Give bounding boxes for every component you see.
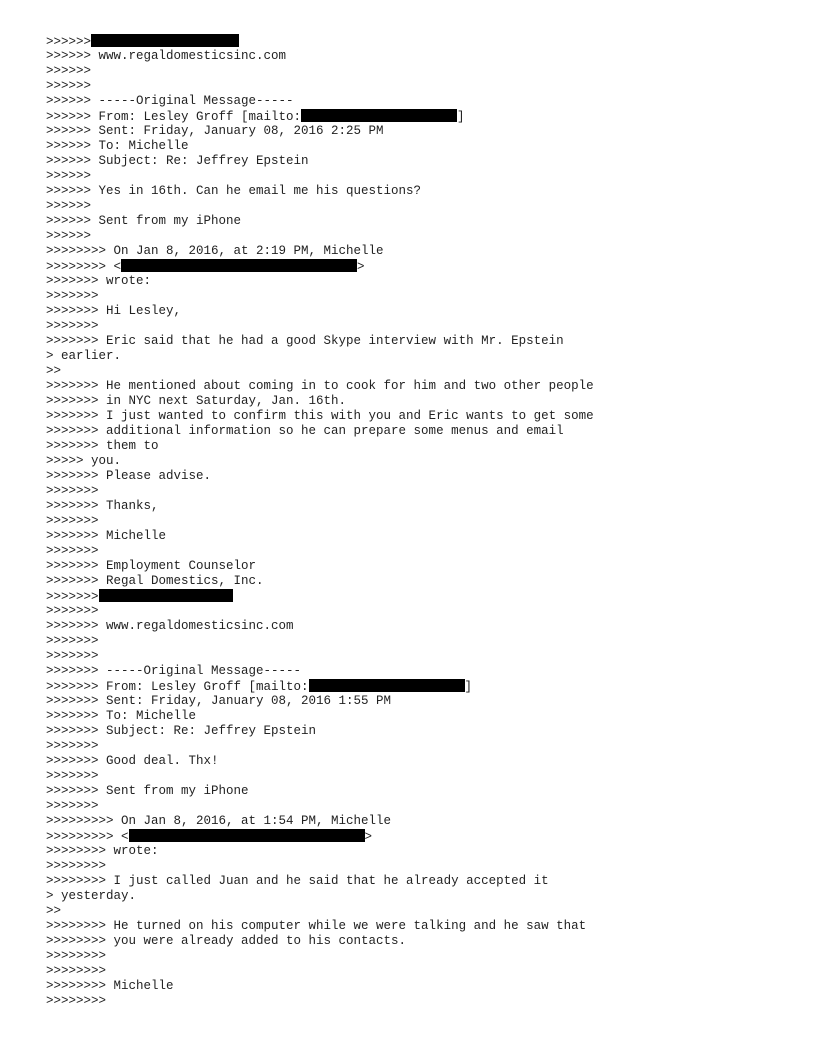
line-text: >>>>>> Sent from my iPhone <box>46 214 242 228</box>
text-line <box>46 949 786 964</box>
line-text: > <box>364 830 373 844</box>
redaction-box <box>99 589 233 602</box>
line-text: >>>>>>> Please advise. <box>46 469 212 483</box>
line-text: >>>>>>> them to <box>46 439 159 453</box>
text-line <box>46 49 786 64</box>
text-line <box>46 484 786 499</box>
text-line <box>46 34 786 49</box>
text-line <box>46 154 786 169</box>
line-text: >>>>>>> <box>46 289 99 303</box>
line-text: >>>>>>> Regal Domestics, Inc. <box>46 574 264 588</box>
text-line <box>46 544 786 559</box>
text-line <box>46 229 786 244</box>
text-line <box>46 319 786 334</box>
redaction-box <box>121 259 357 272</box>
text-line <box>46 559 786 574</box>
redaction-box <box>309 679 465 692</box>
text-line <box>46 169 786 184</box>
text-line <box>46 529 786 544</box>
line-text: >>>>>>> Hi Lesley, <box>46 304 182 318</box>
line-text: >>>>>>> in NYC next Saturday, Jan. 16th. <box>46 394 347 408</box>
text-line <box>46 739 786 754</box>
line-text: >>>>>> Yes in 16th. Can he email me his questions? <box>46 184 422 198</box>
line-text: >>>>>> Sent: Friday, January 08, 2016 2:25 PM <box>46 124 384 138</box>
line-text: >>>>>>>> <box>46 994 107 1008</box>
text-line <box>46 514 786 529</box>
text-line <box>46 649 786 664</box>
line-text: >>>>>> <box>46 35 92 49</box>
text-line <box>46 904 786 919</box>
text-line <box>46 844 786 859</box>
line-text: ] <box>457 110 465 124</box>
text-line <box>46 829 786 844</box>
line-text: >>>>>>> <box>46 649 99 663</box>
line-text: >>>>>> <box>46 169 92 183</box>
line-text: >>>>>> To: Michelle <box>46 139 189 153</box>
text-line <box>46 379 786 394</box>
text-line <box>46 349 786 364</box>
line-text: >>>>>>> To: Michelle <box>46 709 197 723</box>
line-text: >>>>>>> Sent: Friday, January 08, 2016 1:55 PM <box>46 694 392 708</box>
text-line <box>46 784 786 799</box>
text-line <box>46 139 786 154</box>
line-text: >>>>>>>> He turned on his computer while we were talking and he saw that <box>46 919 587 933</box>
line-text: >>>>>> <box>46 64 92 78</box>
line-text: >>>>>>> <box>46 769 99 783</box>
line-text: >>>>>>>> <box>46 949 107 963</box>
redaction-box <box>129 829 365 842</box>
text-line <box>46 979 786 994</box>
line-text: >>>>>>>> <box>46 964 107 978</box>
text-line <box>46 589 786 604</box>
line-text: >>>>>>> I just wanted to confirm this with you and Eric wants to get some <box>46 409 594 423</box>
text-line <box>46 754 786 769</box>
text-line <box>46 469 786 484</box>
text-line <box>46 79 786 94</box>
text-line <box>46 694 786 709</box>
text-line <box>46 184 786 199</box>
line-text: >>>>>>> Employment Counselor <box>46 559 257 573</box>
line-text: >>>>>>> <box>46 604 99 618</box>
text-line <box>46 64 786 79</box>
line-text: >>>>>>>>> On Jan 8, 2016, at 1:54 PM, Michelle <box>46 814 392 828</box>
text-line <box>46 439 786 454</box>
line-text: >>>>>>> wrote: <box>46 274 152 288</box>
text-line <box>46 109 786 124</box>
line-text: > <box>357 260 365 274</box>
line-text: >>>>>>> -----Original Message----- <box>46 664 302 678</box>
line-text: >>>>>>>> <box>46 859 107 873</box>
line-text: >>>>>>> <box>46 739 99 753</box>
text-line <box>46 364 786 379</box>
line-text: >>>>>>> <box>46 634 99 648</box>
text-line <box>46 394 786 409</box>
text-line <box>46 664 786 679</box>
line-text: >>>>>> From: Lesley Groff [mailto: <box>46 110 302 124</box>
text-line <box>46 304 786 319</box>
text-line <box>46 769 786 784</box>
text-line <box>46 634 786 649</box>
line-text: >>>>>>>> On Jan 8, 2016, at 2:19 PM, Michelle <box>46 244 384 258</box>
text-line <box>46 859 786 874</box>
line-text: >>>>>>> <box>46 590 99 604</box>
text-line <box>46 574 786 589</box>
line-text: >>>>>>> <box>46 799 99 813</box>
line-text: >>>>>> -----Original Message----- <box>46 94 294 108</box>
text-line <box>46 289 786 304</box>
line-text: >>>>>>> Subject: Re: Jeffrey Epstein <box>46 724 317 738</box>
text-line <box>46 124 786 139</box>
text-line <box>46 934 786 949</box>
line-text: >>>>>> www.regaldomesticsinc.com <box>46 49 287 63</box>
line-text: >>>>>>> Eric said that he had a good Skype interview with Mr. Epstein <box>46 334 564 348</box>
line-text: >>>>>>> additional information so he can prepare some menus and email <box>46 424 564 438</box>
line-text: > earlier. <box>46 349 122 363</box>
line-text: >>>>>>> www.regaldomesticsinc.com <box>46 619 294 633</box>
text-line <box>46 874 786 889</box>
text-line <box>46 199 786 214</box>
text-line <box>46 964 786 979</box>
line-text: >>>>>>> Good deal. Thx! <box>46 754 219 768</box>
text-line <box>46 814 786 829</box>
line-text: >>>>>>> From: Lesley Groff [mailto: <box>46 680 309 694</box>
text-line <box>46 424 786 439</box>
line-text: > yesterday. <box>46 889 137 903</box>
text-line <box>46 334 786 349</box>
text-line <box>46 724 786 739</box>
line-text: >>>>>>>> Michelle <box>46 979 174 993</box>
line-text: >>>>>>> He mentioned about coming in to cook for him and two other people <box>46 379 594 393</box>
redaction-box <box>301 109 457 122</box>
line-text: >>>>>> <box>46 229 92 243</box>
line-text: >>>>>>> Sent from my iPhone <box>46 784 249 798</box>
text-line <box>46 919 786 934</box>
text-line <box>46 889 786 904</box>
line-text: >>>>>>> Thanks, <box>46 499 159 513</box>
text-line <box>46 619 786 634</box>
line-text: >> <box>46 364 62 378</box>
line-text: >>>>>>>> I just called Juan and he said that he already accepted it <box>46 874 549 888</box>
text-line <box>46 274 786 289</box>
line-text: >>>>>>>> you were already added to his contacts. <box>46 934 407 948</box>
line-text: >>>>>>>> < <box>46 260 122 274</box>
text-line <box>46 409 786 424</box>
text-line <box>46 604 786 619</box>
line-text: >>>>> you. <box>46 454 122 468</box>
line-text: >>>>>>> <box>46 514 99 528</box>
line-text: >>>>>>>>> < <box>46 830 129 844</box>
text-line <box>46 799 786 814</box>
line-text: >>>>>> <box>46 199 92 213</box>
line-text: >>>>>> <box>46 79 92 93</box>
email-thread-document <box>46 34 786 1009</box>
line-text: ] <box>464 680 473 694</box>
line-text: >>>>>>> <box>46 319 99 333</box>
text-line <box>46 259 786 274</box>
text-line <box>46 94 786 109</box>
line-text: >>>>>>>> wrote: <box>46 844 159 858</box>
line-text: >>>>>> Subject: Re: Jeffrey Epstein <box>46 154 309 168</box>
line-text: >>>>>>> <box>46 484 99 498</box>
redaction-box <box>91 34 239 47</box>
text-line <box>46 499 786 514</box>
text-line <box>46 244 786 259</box>
line-text: >>>>>>> <box>46 544 99 558</box>
text-line <box>46 709 786 724</box>
text-line <box>46 679 786 694</box>
text-line <box>46 454 786 469</box>
line-text: >> <box>46 904 62 918</box>
line-text: >>>>>>> Michelle <box>46 529 167 543</box>
text-line <box>46 214 786 229</box>
text-line <box>46 994 786 1009</box>
